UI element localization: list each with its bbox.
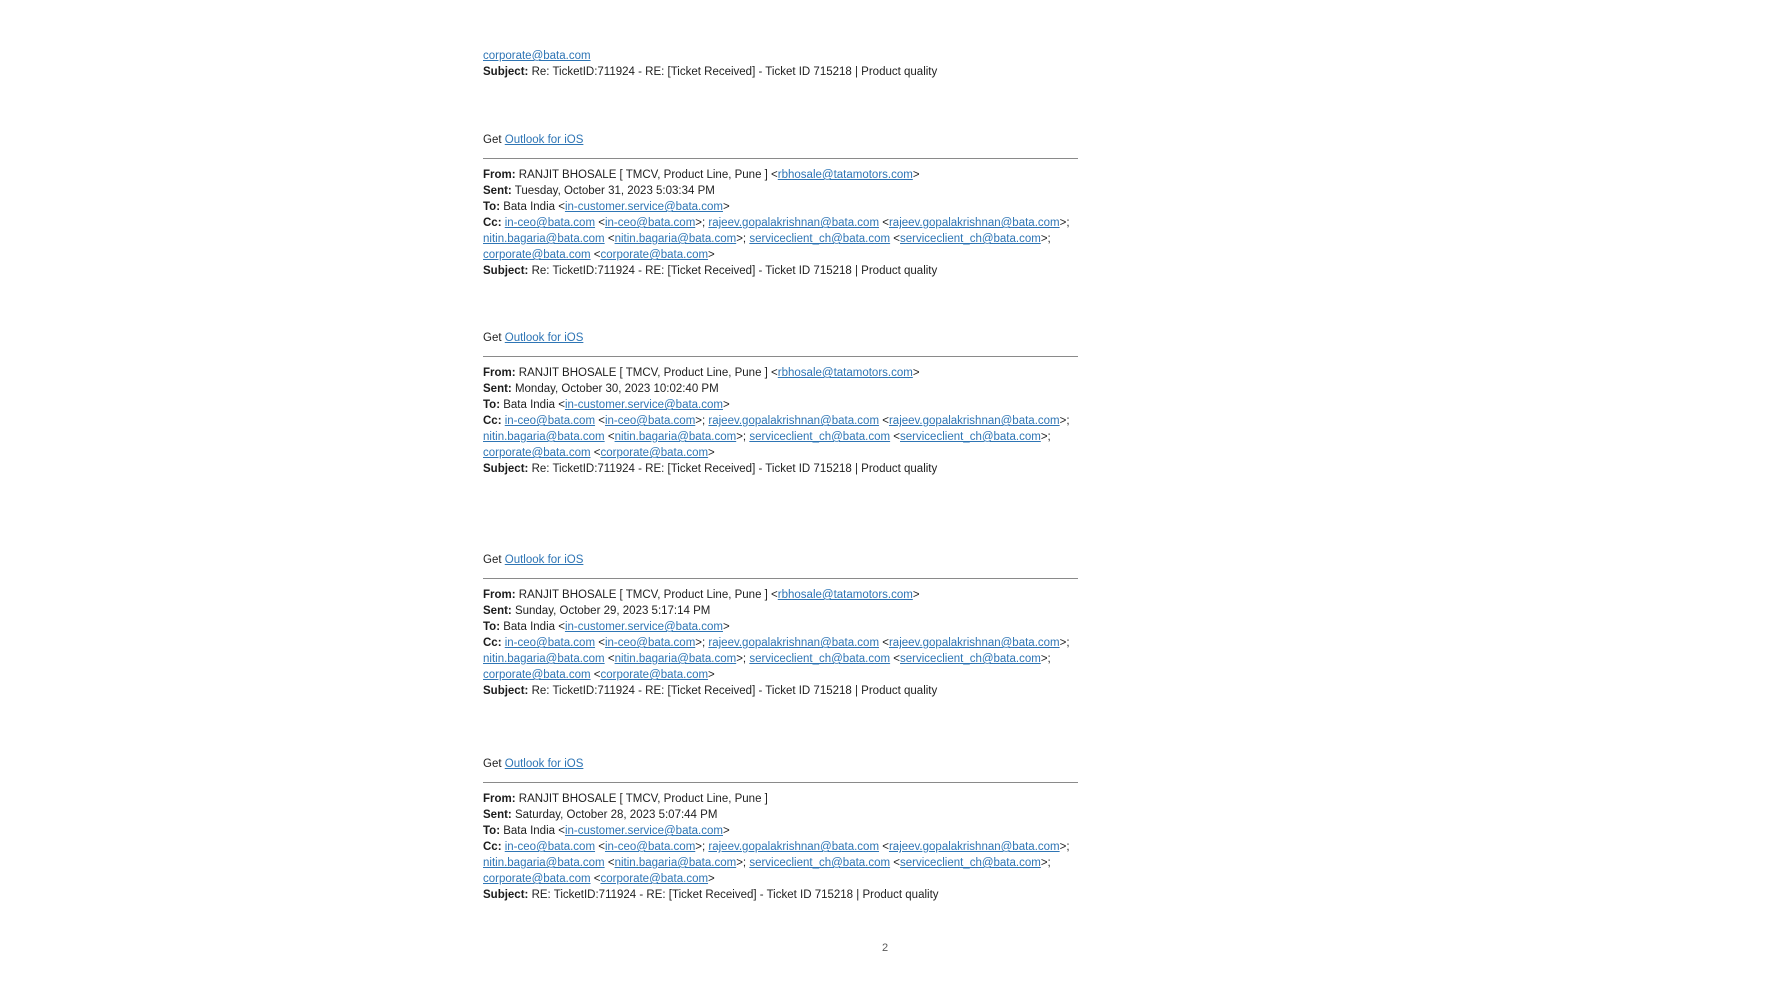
cc-value <box>505 217 1070 229</box>
get-label: Get <box>483 758 502 770</box>
email-link[interactable]: corporate@bata.com <box>600 669 709 681</box>
subject-value: Re: TicketID:711924 - RE: [Ticket Received] - Ticket ID 715218 | Product quality <box>531 463 938 475</box>
email-link[interactable]: in-ceo@bata.com <box>604 415 696 427</box>
to-line <box>483 397 1078 413</box>
get-label: Get <box>483 554 502 566</box>
cc-line <box>483 839 1078 855</box>
text-run: >; <box>1059 415 1070 427</box>
text-run: < <box>604 431 615 443</box>
cc-line <box>483 413 1078 429</box>
get-outlook-line <box>483 552 1078 568</box>
email-link[interactable]: serviceclient_ch@bata.com <box>900 233 1041 245</box>
email-link[interactable]: serviceclient_ch@bata.com <box>749 233 891 245</box>
text-run: < <box>595 637 605 649</box>
text-run: < <box>595 217 605 229</box>
cc-wrap-line-2 <box>483 651 1078 667</box>
email-link[interactable]: corporate@bata.com <box>600 249 709 261</box>
cc-wrap-line-3 <box>483 445 1078 461</box>
email-block <box>483 756 1078 903</box>
text-run: < <box>879 637 889 649</box>
text-run: > <box>912 589 920 601</box>
text-run: < <box>604 857 615 869</box>
outlook-ios-link[interactable]: Outlook for iOS <box>504 758 584 770</box>
page-number: 2 <box>882 942 889 954</box>
to-value <box>503 621 729 633</box>
email-link[interactable]: in-ceo@bata.com <box>504 637 596 649</box>
from-value <box>519 169 920 181</box>
subject-line <box>483 887 1078 903</box>
text-run: < <box>879 841 889 853</box>
email-block <box>483 132 1078 279</box>
subject-label: Subject: <box>483 685 529 697</box>
email-link[interactable]: nitin.bagaria@bata.com <box>614 233 737 245</box>
text-run: < <box>890 857 901 869</box>
email-link[interactable]: nitin.bagaria@bata.com <box>483 857 605 869</box>
from-value <box>519 589 920 601</box>
text-run: >; <box>1059 841 1070 853</box>
get-label: Get <box>483 332 502 344</box>
text-run: >; <box>1040 857 1051 869</box>
cc-value <box>483 249 715 261</box>
email-block <box>483 330 1078 477</box>
email-link[interactable]: serviceclient_ch@bata.com <box>749 431 891 443</box>
cc-value <box>483 447 715 459</box>
email-link[interactable]: serviceclient_ch@bata.com <box>749 857 891 869</box>
cc-label: Cc: <box>483 637 502 649</box>
reply-divider <box>483 356 1078 357</box>
reply-divider <box>483 782 1078 783</box>
from-label: From: <box>483 793 516 805</box>
cc-wrap-line-3 <box>483 667 1078 683</box>
email-link[interactable]: corporate@bata.com <box>483 249 591 261</box>
to-label: To: <box>483 399 501 411</box>
email-link[interactable]: rajeev.gopalakrishnan@bata.com <box>708 415 880 427</box>
sent-label: Sent: <box>483 809 512 821</box>
sent-label: Sent: <box>483 605 512 617</box>
email-link[interactable]: rajeev.gopalakrishnan@bata.com <box>888 841 1060 853</box>
sent-line <box>483 807 1078 823</box>
email-thread-document <box>483 48 1078 903</box>
sent-value: Monday, October 30, 2023 10:02:40 PM <box>514 383 719 395</box>
to-label: To: <box>483 621 501 633</box>
subject-label: Subject: <box>483 265 529 277</box>
to-value <box>503 825 729 837</box>
to-line <box>483 199 1078 215</box>
get-label: Get <box>483 134 502 146</box>
email-link[interactable]: rajeev.gopalakrishnan@bata.com <box>708 637 880 649</box>
text-run: >; <box>695 637 709 649</box>
reply-divider <box>483 578 1078 579</box>
text-run: < <box>879 415 889 427</box>
email-link[interactable]: rbhosale@tatamotors.com <box>777 169 913 181</box>
email-link[interactable]: corporate@bata.com <box>483 873 591 885</box>
email-link[interactable]: in-ceo@bata.com <box>504 415 596 427</box>
sent-line <box>483 603 1078 619</box>
email-link[interactable]: rajeev.gopalakrishnan@bata.com <box>888 637 1060 649</box>
to-label: To: <box>483 201 501 213</box>
sent-label: Sent: <box>483 383 512 395</box>
email-link[interactable]: in-ceo@bata.com <box>504 841 596 853</box>
email-link[interactable]: nitin.bagaria@bata.com <box>614 857 737 869</box>
email-link[interactable]: rbhosale@tatamotors.com <box>777 589 913 601</box>
sent-line <box>483 183 1078 199</box>
subject-value: RE: TicketID:711924 - RE: [Ticket Received] - Ticket ID 715218 | Product quality <box>531 889 939 901</box>
text-run: Bata India < <box>503 399 565 411</box>
text-run: < <box>595 841 605 853</box>
cc-value <box>505 415 1070 427</box>
text-run: >; <box>736 431 750 443</box>
text-run: < <box>590 873 601 885</box>
email-link[interactable]: in-ceo@bata.com <box>604 637 696 649</box>
cc-value <box>505 637 1070 649</box>
subject-line <box>483 263 1078 279</box>
text-run: < <box>590 669 601 681</box>
email-link[interactable]: corporate@bata.com <box>600 447 709 459</box>
text-run: < <box>590 447 601 459</box>
cc-wrap-line-3 <box>483 871 1078 887</box>
email-link[interactable]: corporate@bata.com <box>483 50 591 62</box>
from-line <box>483 365 1078 381</box>
text-run: >; <box>1059 217 1070 229</box>
text-run: < <box>595 415 605 427</box>
fragment-cc-tail-line <box>483 48 1078 64</box>
text-run: > <box>722 201 730 213</box>
email-block <box>483 552 1078 699</box>
email-link[interactable]: rajeev.gopalakrishnan@bata.com <box>888 217 1060 229</box>
from-value <box>519 367 920 379</box>
cc-value <box>505 841 1070 853</box>
cc-label: Cc: <box>483 841 502 853</box>
text-run: RANJIT BHOSALE [ TMCV, Product Line, Pune ] < <box>518 367 778 379</box>
get-outlook-line <box>483 330 1078 346</box>
email-link[interactable]: in-customer.service@bata.com <box>564 621 723 633</box>
email-link[interactable]: nitin.bagaria@bata.com <box>483 653 605 665</box>
text-run: < <box>890 431 901 443</box>
text-run: Bata India < <box>503 201 565 213</box>
sent-line <box>483 381 1078 397</box>
from-line <box>483 167 1078 183</box>
text-run: >; <box>1059 637 1070 649</box>
cc-value <box>483 653 1051 665</box>
outlook-ios-link[interactable]: Outlook for iOS <box>504 554 584 566</box>
email-link[interactable]: in-ceo@bata.com <box>604 841 696 853</box>
sent-value: Sunday, October 29, 2023 5:17:14 PM <box>514 605 711 617</box>
outlook-ios-link[interactable]: Outlook for iOS <box>504 332 584 344</box>
to-label: To: <box>483 825 501 837</box>
text-run: > <box>708 249 715 261</box>
text-run: < <box>604 653 615 665</box>
subject-value: Re: TicketID:711924 - RE: [Ticket Received] - Ticket ID 715218 | Product quality <box>531 265 938 277</box>
cc-value <box>483 431 1051 443</box>
get-outlook-line <box>483 132 1078 148</box>
text-run: >; <box>695 415 709 427</box>
text-run: > <box>708 873 715 885</box>
text-run: Bata India < <box>503 621 565 633</box>
text-run: > <box>722 621 730 633</box>
email-link[interactable]: nitin.bagaria@bata.com <box>614 653 737 665</box>
text-run: >; <box>1040 233 1051 245</box>
email-link[interactable]: rbhosale@tatamotors.com <box>777 367 913 379</box>
text-run: RANJIT BHOSALE [ TMCV, Product Line, Pune ] < <box>518 589 778 601</box>
email-link[interactable]: nitin.bagaria@bata.com <box>483 233 605 245</box>
text-run: > <box>912 169 920 181</box>
to-value <box>503 201 729 213</box>
subject-label: Subject: <box>483 66 529 78</box>
email-link[interactable]: in-customer.service@bata.com <box>564 201 723 213</box>
text-run: < <box>890 233 901 245</box>
text-run: >; <box>1040 653 1051 665</box>
from-label: From: <box>483 589 516 601</box>
email-link[interactable]: corporate@bata.com <box>483 669 591 681</box>
text-run: >; <box>736 857 750 869</box>
email-link[interactable]: in-customer.service@bata.com <box>564 825 723 837</box>
to-value <box>503 399 729 411</box>
text-run: RANJIT BHOSALE [ TMCV, Product Line, Pune ] <box>518 793 768 805</box>
from-value <box>519 793 768 805</box>
email-link[interactable]: corporate@bata.com <box>600 873 709 885</box>
cc-wrap-line-2 <box>483 855 1078 871</box>
text-run: Bata India < <box>503 825 565 837</box>
text-run: >; <box>695 841 709 853</box>
cc-wrap-line-2 <box>483 231 1078 247</box>
email-link[interactable]: serviceclient_ch@bata.com <box>900 857 1041 869</box>
sent-label: Sent: <box>483 185 512 197</box>
text-run: >; <box>736 233 750 245</box>
subject-value: Re: TicketID:711924 - RE: [Ticket Received] - Ticket ID 715218 | Product quality <box>531 685 938 697</box>
cc-value <box>483 233 1051 245</box>
subject-value: Re: TicketID:711924 - RE: [Ticket Received] - Ticket ID 715218 | Product quality <box>531 66 938 78</box>
email-link[interactable]: serviceclient_ch@bata.com <box>900 431 1041 443</box>
text-run: > <box>722 399 730 411</box>
sent-value: Saturday, October 28, 2023 5:07:44 PM <box>514 809 718 821</box>
text-run: RANJIT BHOSALE [ TMCV, Product Line, Pune ] < <box>518 169 778 181</box>
subject-label: Subject: <box>483 889 529 901</box>
from-line <box>483 587 1078 603</box>
email-link[interactable]: in-customer.service@bata.com <box>564 399 723 411</box>
outlook-ios-link[interactable]: Outlook for iOS <box>504 134 584 146</box>
reply-divider <box>483 158 1078 159</box>
subject-line <box>483 461 1078 477</box>
text-run: < <box>590 249 601 261</box>
text-run: > <box>708 447 715 459</box>
text-run: < <box>879 217 889 229</box>
subject-label: Subject: <box>483 463 529 475</box>
email-link[interactable]: in-ceo@bata.com <box>604 217 696 229</box>
text-run: > <box>722 825 730 837</box>
cc-label: Cc: <box>483 217 502 229</box>
from-label: From: <box>483 367 516 379</box>
text-run: < <box>604 233 615 245</box>
from-line <box>483 791 1078 807</box>
email-link[interactable]: serviceclient_ch@bata.com <box>749 653 891 665</box>
cc-value <box>483 669 715 681</box>
email-link[interactable]: nitin.bagaria@bata.com <box>614 431 737 443</box>
text-run: >; <box>695 217 709 229</box>
text-run: > <box>708 669 715 681</box>
email-link[interactable]: rajeev.gopalakrishnan@bata.com <box>708 217 880 229</box>
email-link[interactable]: in-ceo@bata.com <box>504 217 596 229</box>
text-run: >; <box>736 653 750 665</box>
email-link[interactable]: serviceclient_ch@bata.com <box>900 653 1041 665</box>
to-line <box>483 823 1078 839</box>
subject-line <box>483 683 1078 699</box>
sent-value: Tuesday, October 31, 2023 5:03:34 PM <box>514 185 715 197</box>
cc-wrap-line-3 <box>483 247 1078 263</box>
get-outlook-line <box>483 756 1078 772</box>
cc-label: Cc: <box>483 415 502 427</box>
text-run: >; <box>1040 431 1051 443</box>
email-link[interactable]: nitin.bagaria@bata.com <box>483 431 605 443</box>
email-link[interactable]: rajeev.gopalakrishnan@bata.com <box>888 415 1060 427</box>
fragment-subject-line <box>483 64 1078 80</box>
email-link[interactable]: corporate@bata.com <box>483 447 591 459</box>
text-run: < <box>890 653 901 665</box>
cc-wrap-line-2 <box>483 429 1078 445</box>
cc-line <box>483 635 1078 651</box>
cc-line <box>483 215 1078 231</box>
cc-value <box>483 857 1051 869</box>
email-link[interactable]: rajeev.gopalakrishnan@bata.com <box>708 841 880 853</box>
text-run: > <box>912 367 920 379</box>
to-line <box>483 619 1078 635</box>
from-label: From: <box>483 169 516 181</box>
cc-value <box>483 873 715 885</box>
